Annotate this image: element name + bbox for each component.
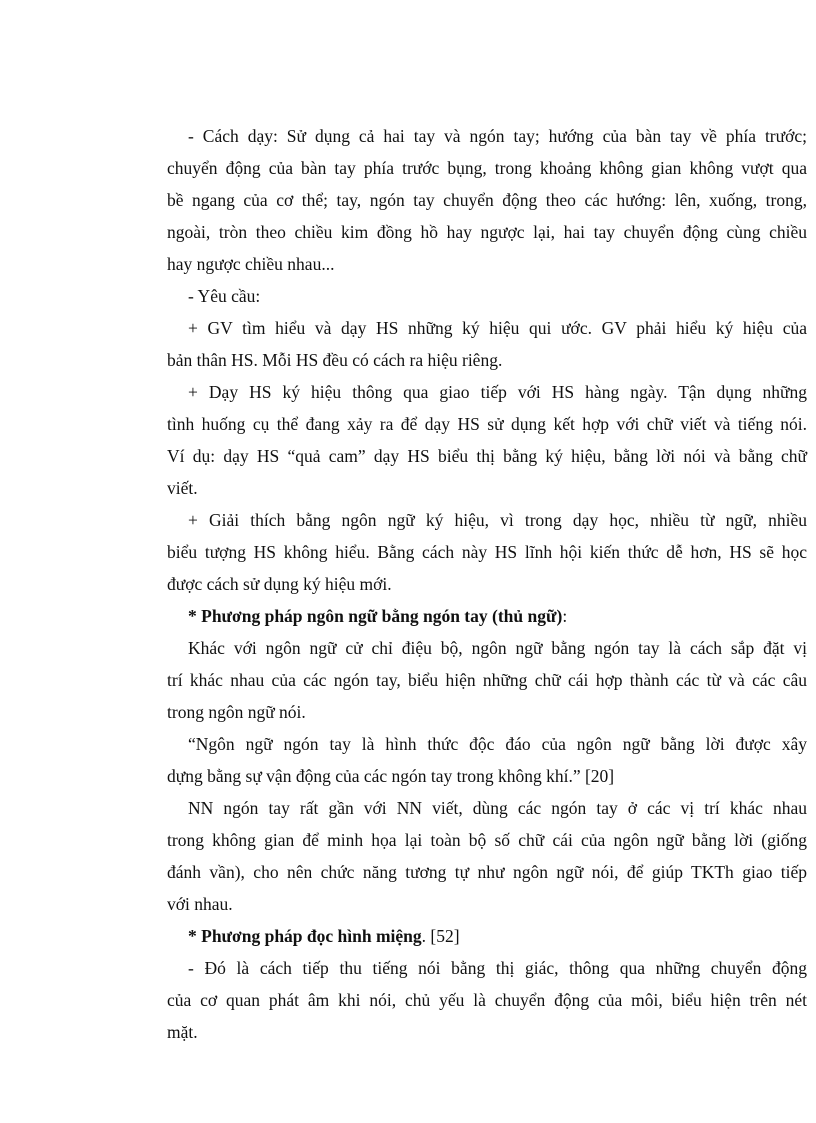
text-line: mặt.: [167, 1022, 198, 1042]
heading-tail-text: :: [562, 606, 568, 626]
paragraph-requirement-2: [167, 376, 807, 504]
text-line: - Yêu cầu:: [188, 286, 261, 306]
paragraph-requirement-3: [167, 504, 807, 600]
text-line: + Giải thích bằng ngôn ngữ ký hiệu, vì trong dạy học, nhiều từ ngữ, nhiều: [188, 510, 807, 530]
text-line: được cách sử dụng ký hiệu mới.: [167, 574, 392, 594]
paragraph-teaching-method: [167, 120, 807, 280]
text-line: của cơ quan phát âm khi nói, chủ yếu là chuyển động của môi, biểu hiện trên nét: [167, 990, 807, 1010]
text-line: hay ngược chiều nhau...: [167, 254, 335, 274]
heading-bold-text: * Phương pháp ngôn ngữ bằng ngón tay (thủ ngữ): [188, 606, 563, 626]
text-line: đánh vần), cho nên chức năng tương tự như ngôn ngữ nói, để giúp TKTh giao tiếp: [167, 862, 807, 882]
heading-tail-text: . [52]: [421, 926, 460, 946]
paragraph-requirements: [167, 280, 807, 312]
text-line: Ví dụ: dạy HS “quả cam” dạy HS biểu thị bằng ký hiệu, bằng lời nói và bằng chữ: [167, 446, 807, 466]
text-line: NN ngón tay rất gần với NN viết, dùng các ngón tay ở các vị trí khác nhau: [188, 798, 807, 818]
paragraph-lip-reading: [167, 952, 807, 1048]
text-line: tình huống cụ thể đang xảy ra để dạy HS sử dụng kết hợp với chữ viết và tiếng nói.: [167, 414, 807, 434]
text-line: chuyển động của bàn tay phía trước bụng, trong khoảng không gian không vượt qua: [167, 158, 807, 178]
text-line: viết.: [167, 478, 198, 498]
heading-line: [167, 920, 807, 952]
text-line: trong ngôn ngữ nói.: [167, 702, 306, 722]
paragraph-requirement-1: [167, 312, 807, 376]
text-line: biểu tượng HS không hiểu. Bằng cách này HS lĩnh hội kiến thức dễ hơn, HS sẽ học: [167, 542, 807, 562]
text-line: + GV tìm hiểu và dạy HS những ký hiệu qui ước. GV phải hiểu ký hiệu của: [188, 318, 807, 338]
text-line: ngoài, tròn theo chiều kim đồng hồ hay ngược lại, hai tay chuyển động cùng chiều: [167, 222, 807, 242]
text-line: + Dạy HS ký hiệu thông qua giao tiếp với HS hàng ngày. Tận dụng những: [188, 382, 807, 402]
text-line: trí khác nhau của các ngón tay, biểu hiện những chữ cái hợp thành các từ và các câu: [167, 670, 807, 690]
text-line: trong không gian để minh họa lại toàn bộ số chữ cái của ngôn ngữ bằng lời (giống: [167, 830, 807, 850]
paragraph-finger-language-definition: [167, 632, 807, 728]
text-line: - Đó là cách tiếp thu tiếng nói bằng thị giác, thông qua những chuyển động: [188, 958, 807, 978]
heading-line: [167, 600, 807, 632]
document-body: [167, 120, 807, 1048]
text-line: dựng bằng sự vận động của các ngón tay trong không khí.” [20]: [167, 766, 615, 786]
section-heading-lip-reading: [167, 920, 807, 952]
text-line: Khác với ngôn ngữ cử chỉ điệu bộ, ngôn ngữ bằng ngón tay là cách sắp đặt vị: [188, 638, 807, 658]
paragraph-finger-language-quote: [167, 728, 807, 792]
text-line: - Cách dạy: Sử dụng cả hai tay và ngón tay; hướng của bàn tay về phía trước;: [188, 126, 807, 146]
paragraph-finger-language-explanation: [167, 792, 807, 920]
text-line: bề ngang của cơ thể; tay, ngón tay chuyển động theo các hướng: lên, xuống, trong,: [167, 190, 807, 210]
section-heading-finger-language: [167, 600, 807, 632]
text-line: bản thân HS. Mỗi HS đều có cách ra hiệu riêng.: [167, 350, 503, 370]
text-line: với nhau.: [167, 894, 233, 914]
heading-bold-text: * Phương pháp đọc hình miệng: [188, 926, 422, 946]
text-line: “Ngôn ngữ ngón tay là hình thức độc đáo của ngôn ngữ bằng lời được xây: [188, 734, 807, 754]
